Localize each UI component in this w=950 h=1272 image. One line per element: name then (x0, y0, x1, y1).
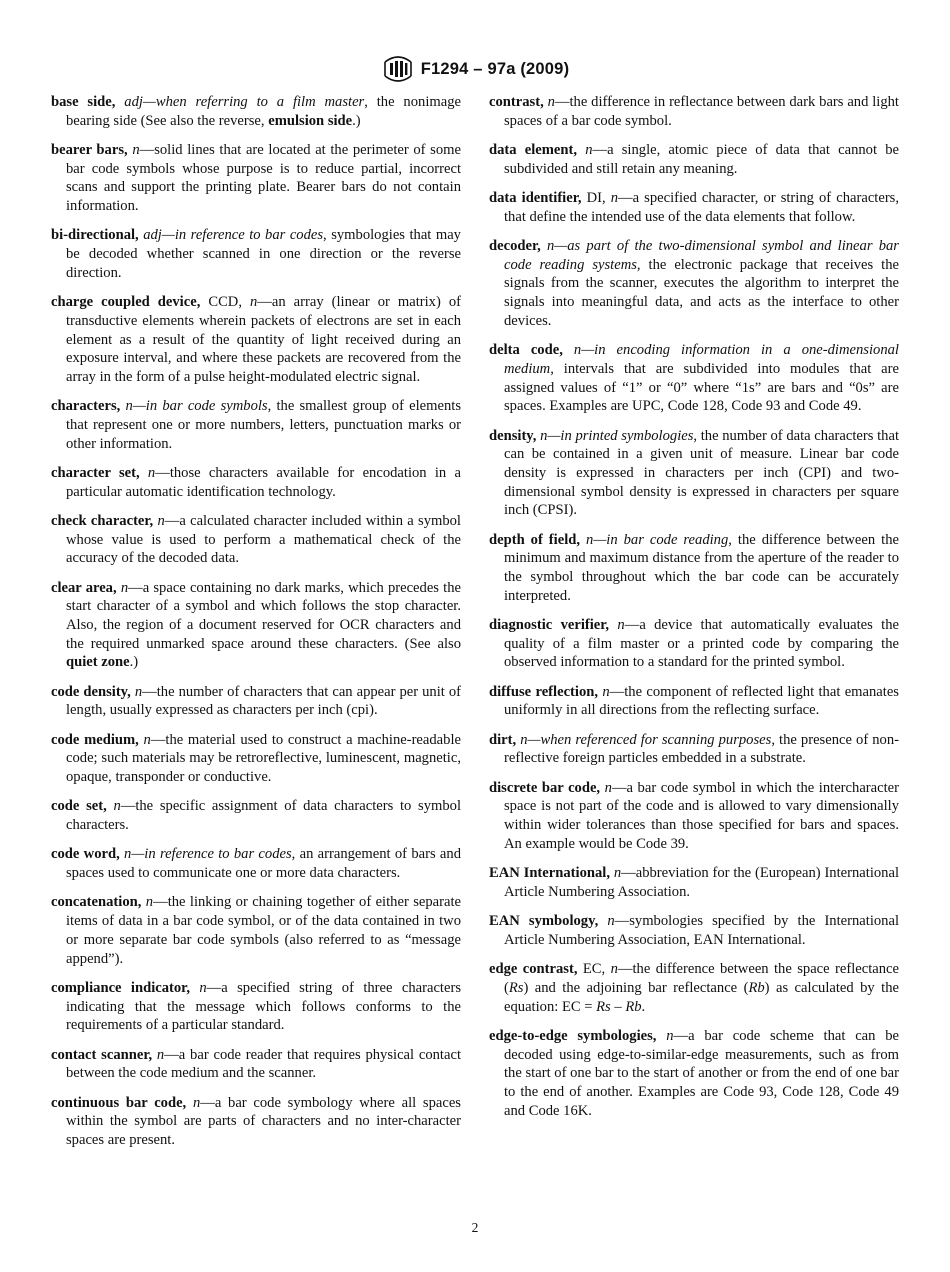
entry-definition: —those characters available for encodation in a particular automatic identification technology. (66, 464, 461, 500)
glossary-entry-continuous-bar-code (51, 1094, 461, 1150)
entry-part-of-speech: n (573, 342, 582, 359)
entry-definition: —a space containing no dark marks, which precedes the start character of a symbol and which follows the stop character. Also, the region of a document reserved for OCR characters and the required unmarked space around these characters. (See also (66, 579, 461, 652)
glossary-entry-edge-to-edge-symbologies (489, 1027, 899, 1121)
entry-part-of-speech: n (192, 1094, 201, 1111)
entry-part-of-speech: n (613, 865, 622, 882)
entry-definition: —the number of characters that can appear per unit of length, usually expressed as characters per inch (cpi). (66, 683, 461, 719)
entry-term: depth of field, (489, 531, 581, 548)
entry-term: discrete bar code, (489, 779, 601, 796)
entry-term: concatenation, (51, 894, 142, 911)
entry-term: data element, (489, 142, 578, 158)
glossary-entry-character-set (51, 464, 461, 501)
glossary-entry-data-identifier (489, 189, 899, 226)
entry-definition: —a bar code symbol in which the intercharacter space is not part of the code and is allowed to vary dimensionally within wider tolerances than those specified for bars and spaces. An example would be Code 39. (504, 779, 899, 852)
entry-part-of-speech: n (607, 913, 615, 930)
entry-definition: —the difference in reflectance between dark bars and light spaces of a bar code symbol. (504, 94, 899, 129)
glossary-entry-ean-international (489, 864, 899, 901)
entry-term: decoder, (489, 238, 541, 254)
glossary-entry-ean-symbology (489, 912, 899, 949)
glossary-entry-data-element (489, 141, 899, 178)
glossary-entry-discrete-bar-code (489, 779, 899, 854)
entry-definition: —a specified string of three characters indicating that the message which follows conforms to the requirements of a particular standard. (66, 979, 461, 1034)
glossary-entry-concatenation (51, 893, 461, 968)
entry-definition: , the electronic package that receives the signals from the scanner, executes the algorithm to interpret the signals into meaningful data, and acts as the interface to other devices. (504, 256, 899, 329)
glossary-entry-decoder (489, 237, 899, 331)
formula-variable: Rs (508, 979, 524, 996)
entry-term: base side, (51, 94, 116, 110)
entry-term: bearer bars, (51, 142, 128, 158)
entry-part-of-speech: n (617, 617, 625, 634)
entry-context: —in encoding information in a one-dimensional medium (504, 342, 899, 377)
entry-cross-reference: quiet zone (66, 654, 130, 671)
entry-part-of-speech: n (540, 427, 548, 444)
entry-term: EAN symbology, (489, 913, 599, 930)
formula-text: ) as calculated by the equation: EC = (504, 979, 899, 1015)
entry-term: data identifier, (489, 190, 582, 206)
entry-definition: —abbreviation for the (European) International Article Numbering Association. (504, 865, 900, 900)
entry-definition: —a device that automatically evaluates the quality of a film master or a printed code by comparing the observed information to a standard for the printed symbol. (504, 617, 899, 671)
entry-term: clear area, (51, 579, 117, 596)
glossary-entry-base-side (51, 93, 461, 130)
entry-part-of-speech: n (199, 979, 207, 996)
entry-part-of-speech: n (147, 464, 156, 481)
entry-definition: , symbologies that may be decoded whether scanned in one direction or the reverse direction. (66, 227, 461, 281)
entry-part-of-speech: n (124, 846, 132, 863)
entry-part-of-speech: n (120, 579, 129, 596)
entry-definition: —a bar code reader that requires physical contact between the code medium and the scanner. (66, 1046, 461, 1082)
page-header (0, 54, 950, 84)
entry-definition: , the nonimage bearing side (See also the reverse, (66, 94, 461, 129)
entry-part-of-speech: n (666, 1027, 674, 1044)
glossary-entry-contact-scanner (51, 1046, 461, 1083)
entry-context: —as part of the two-dimensional symbol and linear bar code reading systems (504, 238, 899, 273)
entry-part-of-speech: n (602, 683, 610, 700)
entry-context: —in bar code symbols (132, 398, 268, 415)
entry-part-of-speech: n (547, 94, 555, 110)
entry-definition: , the smallest group of elements that represent one or more numbers, letters, punctuation marks or other information. (66, 398, 462, 452)
entry-context: —when referenced for scanning purposes (527, 731, 772, 748)
glossary-entry-check-character (51, 512, 461, 568)
entry-context: —in reference to bar codes (131, 846, 292, 863)
entry-part-of-speech: n (132, 142, 140, 158)
entry-term: character set, (51, 464, 140, 481)
entry-definition: —a bar code scheme that can be decoded using edge-to-similar-edge measurements, such as from the start of one bar to the start of another or from the end of one bar to the end of another. Examples are Code 93, Code 128, Code 49 and Code 16K. (504, 1027, 899, 1119)
entry-context: —in printed symbologies (547, 427, 694, 444)
glossary-entry-characters (51, 397, 461, 453)
glossary-entry-compliance-indicator (51, 979, 461, 1035)
entry-term: compliance indicator, (51, 979, 190, 996)
entry-abbreviation: CCD, (208, 294, 242, 311)
formula-text: . (641, 998, 646, 1015)
entry-term: delta code, (489, 342, 563, 359)
entry-term: code medium, (51, 731, 139, 748)
entry-part-of-speech: n (156, 1046, 165, 1063)
entry-term: dirt, (489, 731, 517, 748)
entry-part-of-speech: n (134, 683, 143, 700)
entry-definition: —a specified character, or string of characters, that define the intended use of the data elements that follow. (504, 190, 900, 225)
glossary-entry-density (489, 427, 899, 521)
entry-part-of-speech: n (604, 779, 612, 796)
entry-term: bi-directional, (51, 227, 139, 244)
entry-part-of-speech: n (145, 894, 154, 911)
entry-definition: , the difference between the minimum and maximum distance from the aperture of the reader to the symbol throughout which the bar code can be accurately interpreted. (504, 531, 899, 604)
glossary-entry-delta-code (489, 341, 899, 416)
entry-context: —in reference to bar codes (161, 227, 324, 244)
entry-cross-reference: emulsion side (268, 112, 353, 129)
glossary-entry-contrast (489, 93, 899, 130)
glossary-entry-code-medium (51, 731, 461, 787)
entry-term: code word, (51, 846, 120, 863)
entry-part-of-speech: n (113, 798, 121, 815)
entry-part-of-speech: adj (124, 94, 143, 110)
entry-part-of-speech: n (546, 238, 555, 254)
formula-text: ) and the adjoining bar reflectance ( (523, 979, 749, 996)
entry-term: EAN International, (489, 865, 610, 882)
glossary-entry-charge-coupled-device (51, 293, 461, 387)
entry-term: code density, (51, 683, 131, 700)
formula-variable: Rb (748, 979, 765, 996)
entry-part-of-speech: n (250, 294, 258, 311)
entry-definition-end: .) (352, 112, 361, 129)
glossary-entry-code-word (51, 845, 461, 882)
entry-part-of-speech: n (125, 398, 133, 415)
glossary-entry-edge-contrast (489, 960, 899, 1016)
entry-term: characters, (51, 398, 121, 415)
formula-variable: Rs – Rb (596, 998, 642, 1015)
entry-part-of-speech: n (157, 512, 165, 529)
entry-term: diagnostic verifier, (489, 617, 610, 634)
glossary-entry-diagnostic-verifier (489, 616, 899, 672)
entry-term: contrast, (489, 94, 544, 110)
astm-logo-icon (381, 54, 415, 84)
entry-definition: —an array (linear or matrix) of transductive elements wherein packets of electrons are set in each element as a result of the quantity of light received during an exposure interval, and where these packets are recovered from the array in the form of a pulse height-modulated electric signal. (66, 294, 461, 385)
entry-context: —when referring to a film master (142, 94, 365, 110)
entry-definition: —a calculated character included within a symbol whose value is used to perform a mathematical check of the accuracy of the decoded data. (66, 512, 461, 567)
entry-part-of-speech: adj (143, 227, 162, 244)
entry-term: code set, (51, 798, 107, 815)
entry-definition: , the number of data characters that can be contained in a given unit of measure. Linear bar code density is expressed in characters per inch (CPI) and two-dimensional symbol density is expressed in characters per square inch (CPSI). (504, 427, 899, 519)
document-id: F1294 – 97a (2009) (420, 59, 570, 78)
entry-term: edge contrast, (489, 961, 578, 978)
glossary-entry-code-density (51, 683, 461, 720)
entry-definition: —symbologies specified by the International Article Numbering Association, EAN International. (504, 913, 899, 948)
entry-term: diffuse reflection, (489, 683, 599, 700)
glossary-entry-dirt (489, 731, 899, 768)
entry-definition: , the presence of non-reflective foreign particles embedded in a substrate. (504, 731, 899, 767)
entry-part-of-speech: n (586, 531, 594, 548)
entry-definition: —a single, atomic piece of data that cannot be subdivided and still retain any meaning. (504, 142, 899, 177)
right-column (489, 93, 899, 1131)
entry-context: —in bar code reading (593, 531, 729, 548)
entry-term: density, (489, 427, 537, 444)
entry-definition: —the material used to construct a machine-readable code; such materials may be retroreflective, luminescent, magnetic, opaque, transponder or conductive. (66, 731, 461, 786)
entry-definition: —the component of reflected light that emanates uniformly in all directions from the reflecting surface. (504, 683, 899, 719)
entry-definition: —a bar code symbology where all spaces within the symbol are parts of characters and no inter-character spaces are present. (66, 1094, 461, 1148)
entry-definition: , intervals that are subdivided into modules that are assigned values of “1” or “0” where “1s” are bars and “0s” are spaces. Examples are UPC, Code 128, Code 93 and Code 49. (504, 360, 899, 415)
entry-abbreviation: DI, (586, 190, 606, 206)
glossary-entry-clear-area (51, 579, 461, 673)
glossary-entry-diffuse-reflection (489, 683, 899, 720)
entry-definition: , an arrangement of bars and spaces used to communicate one or more data characters. (66, 846, 461, 882)
page-number: 2 (471, 1220, 479, 1235)
glossary-entry-bearer-bars (51, 141, 461, 216)
entry-part-of-speech: n (610, 190, 619, 206)
glossary-entry-depth-of-field (489, 531, 899, 606)
entry-part-of-speech: n (610, 961, 618, 978)
entry-part-of-speech: n (520, 731, 528, 748)
entry-term: check character, (51, 512, 154, 529)
entry-term: contact scanner, (51, 1046, 153, 1063)
entry-definition: —the difference between the space reflectance ( (504, 961, 900, 996)
entry-definition-end: .) (129, 654, 139, 671)
entry-definition: —the linking or chaining together of either separate items of data in a bar code symbol, or of the data contained in two or more separate bar code symbols (also referred to as “message append”). (66, 894, 461, 967)
entry-definition: —solid lines that are located at the perimeter of some bar code symbols whose purpose is to reduce partial, incorrect scans and support the printing plate. Bearer bars do not contain information. (66, 142, 461, 215)
entry-part-of-speech: n (143, 731, 151, 748)
entry-abbreviation: EC, (582, 961, 606, 978)
entry-definition: —the specific assignment of data characters to symbol characters. (66, 798, 461, 834)
left-column (51, 93, 461, 1160)
entry-term: charge coupled device, (51, 294, 201, 311)
glossary-entry-bi-directional (51, 226, 461, 282)
entry-term: edge-to-edge symbologies, (489, 1027, 657, 1044)
glossary-entry-code-set (51, 797, 461, 834)
entry-part-of-speech: n (585, 142, 593, 158)
entry-term: continuous bar code, (51, 1094, 187, 1111)
